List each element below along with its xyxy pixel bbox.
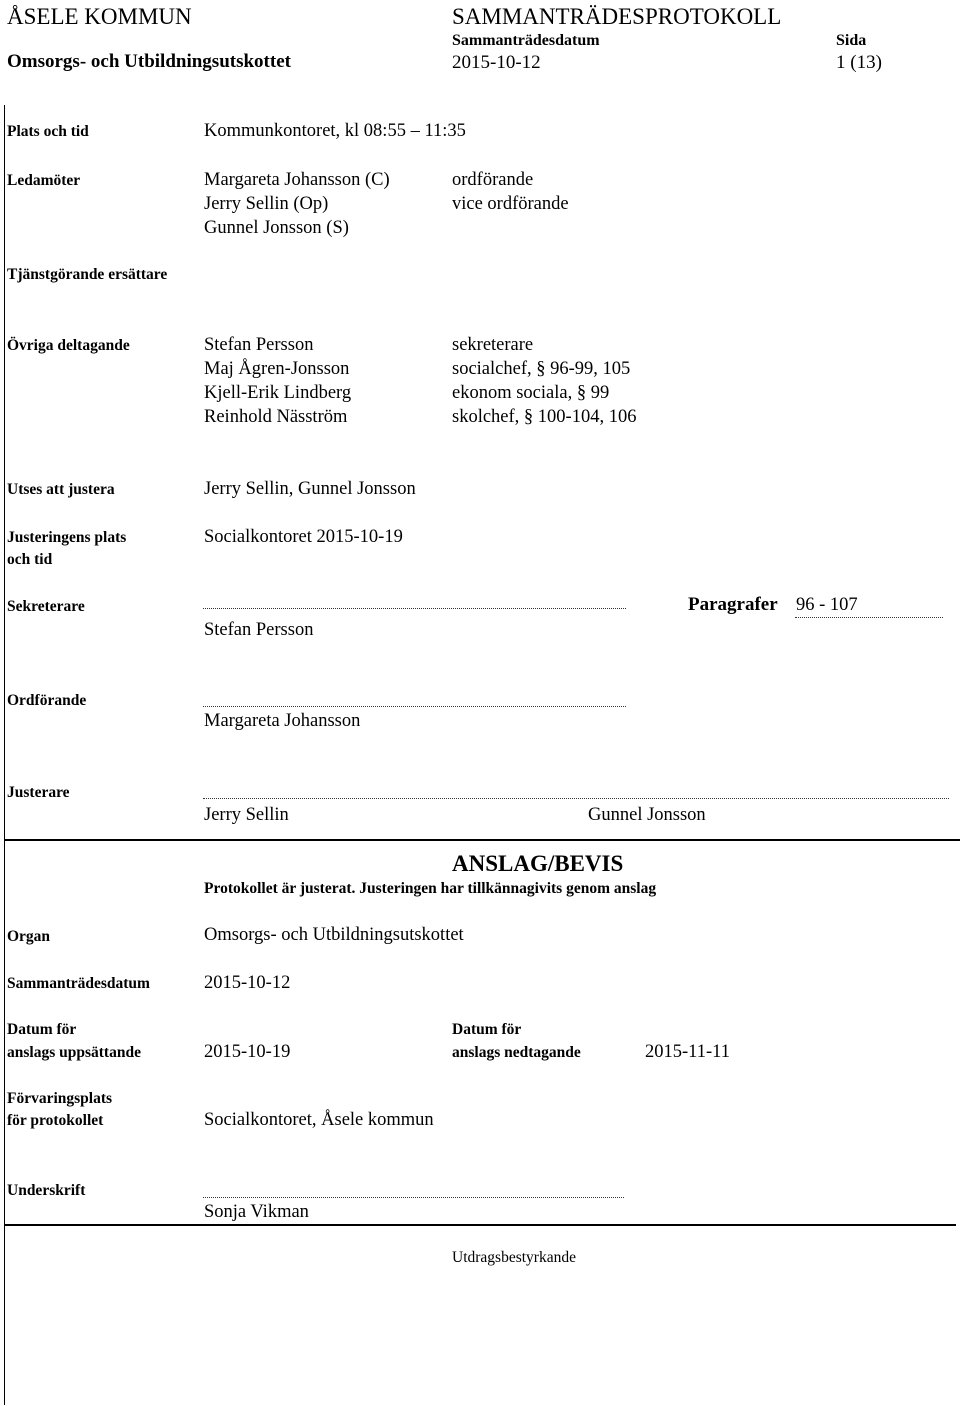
secretary-label: Sekreterare xyxy=(7,598,85,615)
participant-role: socialchef, § 96-99, 105 xyxy=(452,359,631,379)
others-label: Övriga deltagande xyxy=(7,337,130,354)
member-role: vice ordförande xyxy=(452,194,569,214)
chair-name: Margareta Johansson xyxy=(204,711,361,731)
paragraphs-label: Paragrafer xyxy=(688,594,778,615)
participant-name: Kjell-Erik Lindberg xyxy=(204,383,352,403)
document-title: SAMMANTRÄDESPROTOKOLL xyxy=(452,4,782,29)
adjuster-signature-line xyxy=(203,798,949,799)
notice-statement: Protokollet är justerat. Justeringen har tillkännagivits genom anslag xyxy=(204,880,657,897)
secretary-name: Stefan Persson xyxy=(204,620,314,640)
chair-signature-line xyxy=(203,706,626,707)
meeting-date-value: 2015-10-12 xyxy=(452,52,541,73)
municipality-name: ÅSELE KOMMUN xyxy=(7,4,192,29)
adjust-place-label: Justeringens plats xyxy=(7,529,127,546)
removed-date-value: 2015-11-11 xyxy=(645,1042,730,1062)
adjust-place-value: Socialkontoret 2015-10-19 xyxy=(204,527,403,547)
posted-date-label-2: anslags uppsättande xyxy=(7,1044,141,1061)
signature-label: Underskrift xyxy=(7,1182,86,1199)
member-name: Jerry Sellin (Op) xyxy=(204,194,329,214)
participant-name: Stefan Persson xyxy=(204,335,314,355)
extract-label: Utdragsbestyrkande xyxy=(452,1249,576,1266)
organ-value: Omsorgs- och Utbildningsutskottet xyxy=(204,925,464,945)
page-label: Sida xyxy=(836,32,867,49)
notice-meeting-date-value: 2015-10-12 xyxy=(204,973,291,993)
substitutes-label: Tjänstgörande ersättare xyxy=(7,266,168,283)
member-name: Gunnel Jonsson (S) xyxy=(204,218,349,238)
place-value: Kommunkontoret, kl 08:55 – 11:35 xyxy=(204,121,466,141)
place-label: Plats och tid xyxy=(7,123,89,140)
storage-value: Socialkontoret, Åsele kommun xyxy=(204,1110,434,1130)
removed-date-label: Datum för xyxy=(452,1021,522,1038)
left-border xyxy=(4,105,5,1405)
adjuster-2-name: Gunnel Jonsson xyxy=(588,805,706,825)
participant-name: Reinhold Näsström xyxy=(204,407,348,427)
participant-role: sekreterare xyxy=(452,335,534,355)
adjuster-signatures-label: Justerare xyxy=(7,784,70,801)
paragraphs-value: 96 - 107 xyxy=(796,595,858,615)
notice-heading: ANSLAG/BEVIS xyxy=(452,851,624,876)
member-name: Margareta Johansson (C) xyxy=(204,170,390,190)
committee-name: Omsorgs- och Utbildningsutskottet xyxy=(7,51,291,72)
signature-line xyxy=(203,1197,624,1198)
storage-label: Förvaringsplats xyxy=(7,1090,113,1107)
page-number: 1 (13) xyxy=(836,52,882,73)
adjusters-label: Utses att justera xyxy=(7,481,115,498)
secretary-signature-line xyxy=(203,608,626,609)
posted-date-value: 2015-10-19 xyxy=(204,1042,291,1062)
section-divider xyxy=(4,839,960,841)
storage-label-2: för protokollet xyxy=(7,1112,104,1129)
adjuster-1-name: Jerry Sellin xyxy=(204,805,289,825)
adjust-time-label: och tid xyxy=(7,551,53,568)
removed-date-label-2: anslags nedtagande xyxy=(452,1044,581,1061)
participant-name: Maj Ågren-Jonsson xyxy=(204,359,350,379)
meeting-date-label: Sammanträdesdatum xyxy=(452,32,600,49)
participant-role: ekonom sociala, § 99 xyxy=(452,383,610,403)
bottom-divider xyxy=(4,1224,956,1226)
participant-role: skolchef, § 100-104, 106 xyxy=(452,407,637,427)
members-label: Ledamöter xyxy=(7,172,81,189)
member-role: ordförande xyxy=(452,170,534,190)
posted-date-label: Datum för xyxy=(7,1021,77,1038)
notice-meeting-date-label: Sammanträdesdatum xyxy=(7,975,150,992)
adjusters-value: Jerry Sellin, Gunnel Jonsson xyxy=(204,479,416,499)
paragraphs-line xyxy=(795,617,943,618)
signature-name: Sonja Vikman xyxy=(204,1202,309,1222)
chair-label: Ordförande xyxy=(7,692,87,709)
organ-label: Organ xyxy=(7,928,51,945)
